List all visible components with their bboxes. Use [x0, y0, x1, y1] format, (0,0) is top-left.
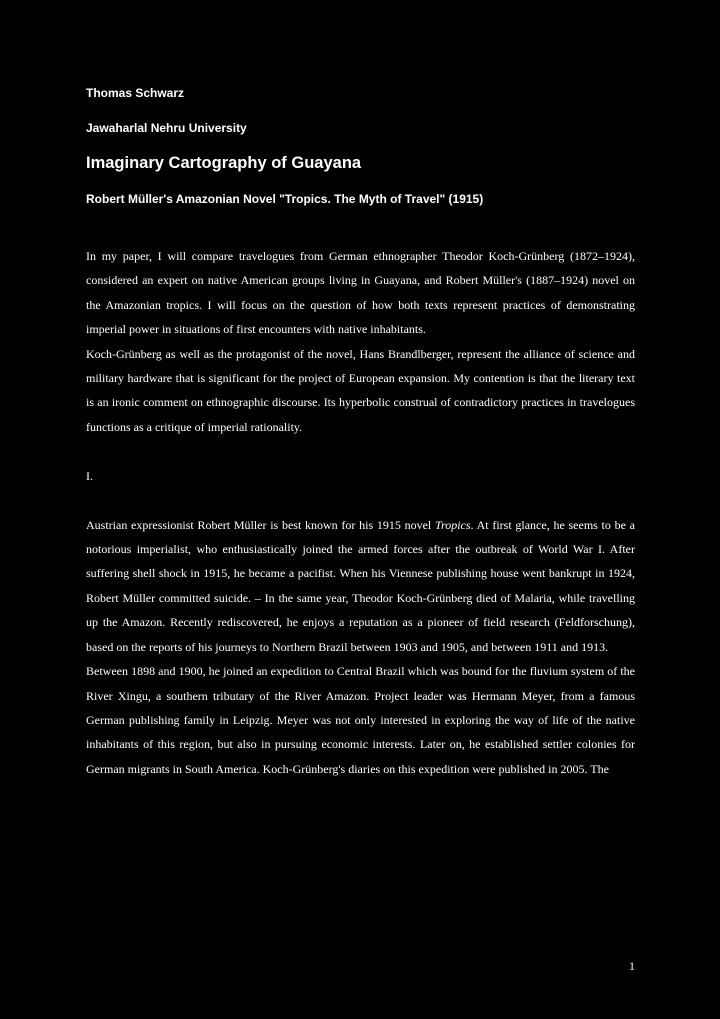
section-1-paragraph-2: Between 1898 and 1900, he joined an expedition to Central Brazil which was bound for the fluvium system of the River Xingu, a southern tributary of the River Amazon. Project leader was Hermann Meyer, from a famous German publishing family in Leipzig. Meyer was not only interested in exploring the way of life of the native inhabitants of this region, but also in pursuing economic interests. Later on, he established settler colonies for German migrants in South America. Koch-Grünberg's diaries on this expedition were published in 2005. The: [86, 664, 635, 776]
paragraph-text-after-italic: . At first glance, he seems to be a notorious imperialist, who enthusiastically joined the armed forces after the outbreak of World War I. After suffering shell shock in 1915, he became a pacifist. When his Viennese publishing house went bankrupt in 1924, Robert Müller committed suicide. – In the same year, Theodor Koch-Grünberg died of Malaria, while travelling up the Amazon. Recently rediscovered, he enjoys a reputation as a pioneer of field research (Feldforschung), based on the reports of his journeys to Northern Brazil between 1903 and 1905, and between 1911 and 1913.: [86, 517, 635, 654]
abstract-paragraph-2: Koch-Grünberg as well as the protagonist of the novel, Hans Brandlberger, represent the alliance of science and military hardware that is significant for the project of European expansion. My contention is that the literary text is an ironic comment on ethnographic discourse. Its hyperbolic construal of contradictory practices in travelogues functions as a critique of imperial rationality.: [86, 346, 635, 434]
paper-subtitle: Robert Müller's Amazonian Novel "Tropics. The Myth of Travel" (1915): [86, 192, 484, 206]
novel-title-italic: Tropics: [434, 517, 471, 532]
paragraph-text-before-italic: Austrian expressionist Robert Müller is best known for his 1915 novel: [86, 517, 435, 532]
page-number: 1: [629, 959, 635, 973]
author-name: Thomas Schwarz: [86, 86, 185, 100]
section-1-paragraph-1: [86, 513, 635, 659]
abstract-paragraph-1: In my paper, I will compare travelogues from German ethnographer Theodor Koch-Grünberg (1872–1924), considered an expert on native American groups living in Guayana, and Robert Müller's (1887–1924) novel on the Amazonian tropics. I will focus on the question of how both texts represent practices of demonstrating imperial power in situations of first encounters with native inhabitants.: [86, 249, 635, 337]
document-page: [86, 84, 635, 781]
affiliation: Jawaharlal Nehru University: [86, 121, 247, 135]
section-number: I.: [86, 469, 93, 484]
paper-title: Imaginary Cartography of Guayana: [86, 154, 362, 172]
